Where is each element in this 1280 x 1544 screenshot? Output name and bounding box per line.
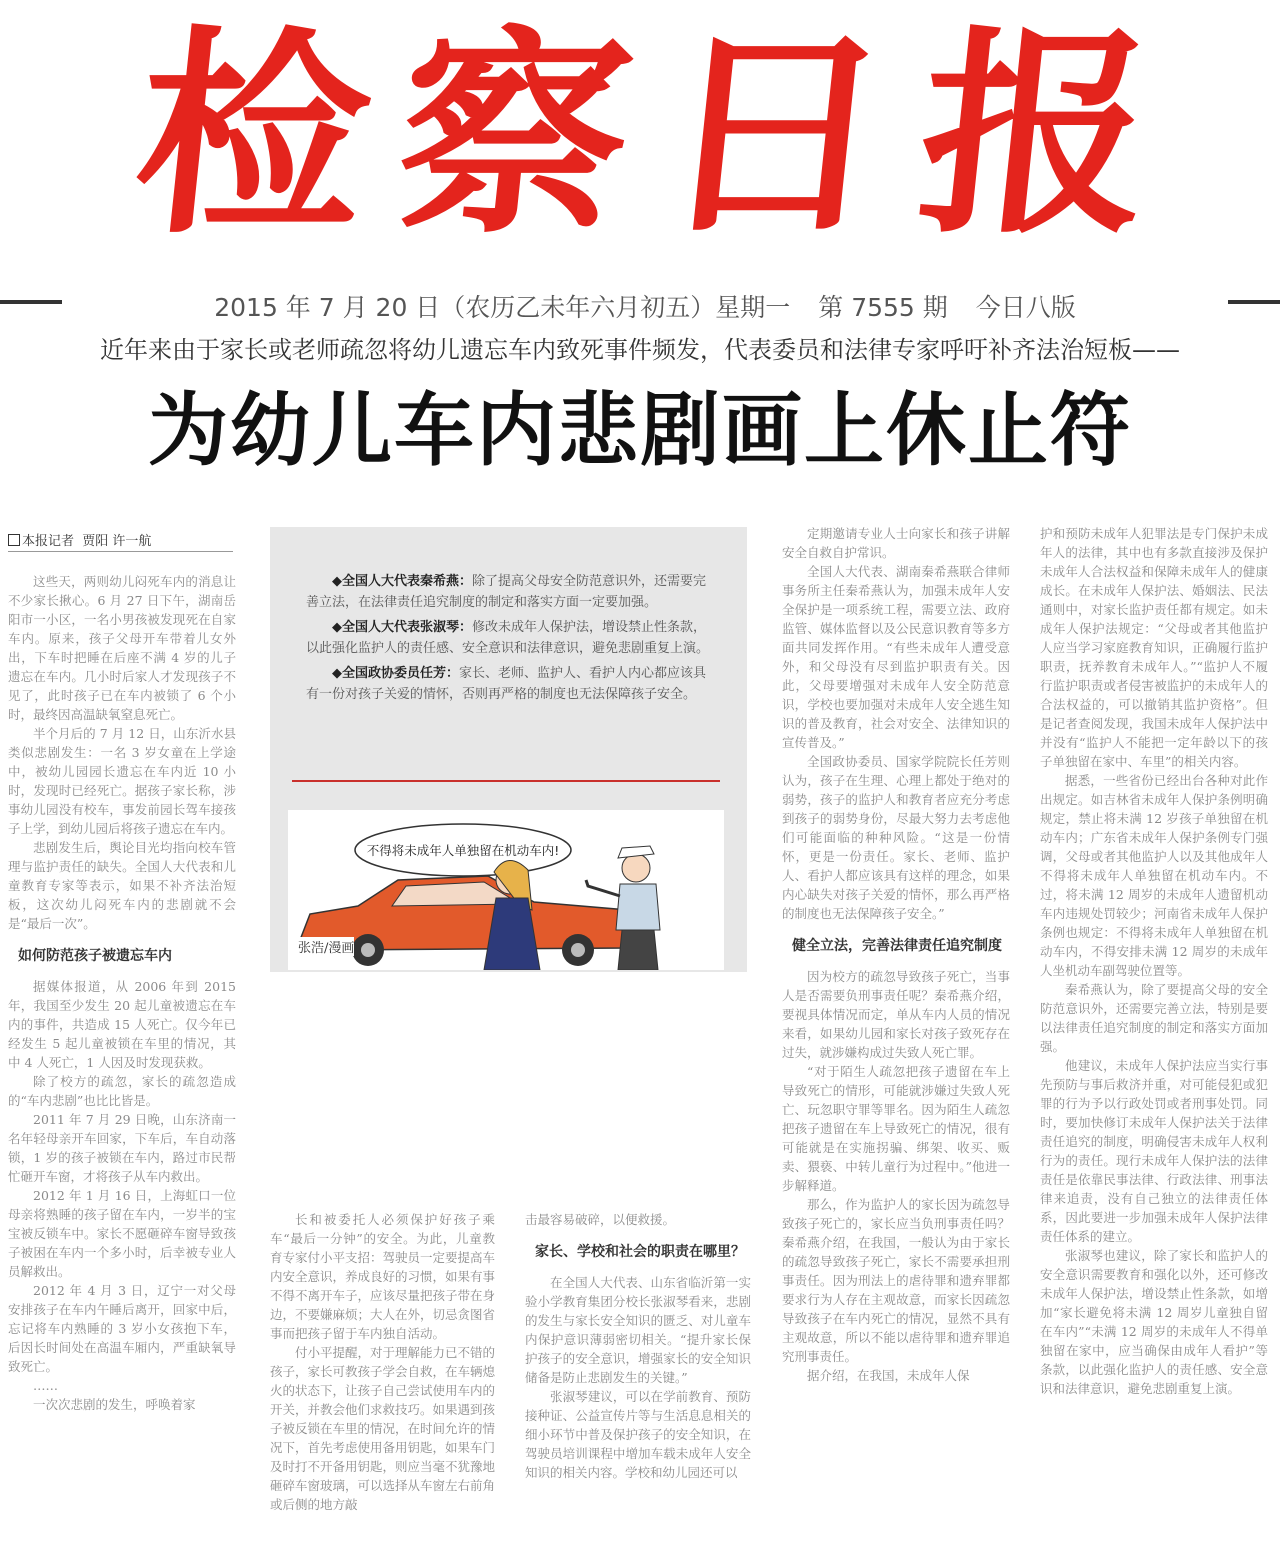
column-5 — [1040, 524, 1268, 1536]
paragraph: 付小平提醒，对于理解能力已不错的孩子，家长可教孩子学会自救，在车辆熄火的状态下，让孩子自己尝试使用车内的开关，并教会他们求救技巧。如果遇到孩子被反锁在车里的情况，在时间允许的情况下，首先考虑使用备用钥匙，如果车门及时打不开备用钥匙，则应当毫不犹豫地砸碎车窗玻璃，可以选择从车窗左右前角或后侧的地方敲 — [270, 1345, 495, 1512]
quote-text: 修改未成年人保护法，增设禁止性条款，以此强化监护人的责任感、安全意识和法律意识，避免悲剧重复上演。 — [306, 620, 710, 656]
car-hubcap — [361, 943, 375, 957]
column-1 — [8, 572, 236, 1512]
paragraph: 一次次悲剧的发生，呼唤着家 — [33, 1397, 196, 1412]
paragraph: 他建议，未成年人保护法应当实行事先预防与事后救济并重，对可能侵犯或犯罪的行为予以行政处罚或者刑事处罚。同时，要加快修订未成年人保护法关于法律责任追究的制度，明确侵害未成年人权利行为的责任。现行未成年人保护法的法律责任是依靠民事法律、行政法律、刑事法律来追责，没有自己独立的法律责任体系，因此要进一步加强未成年人保护法律责任体系的建立。 — [1040, 1058, 1268, 1244]
paragraph: 那么，作为监护人的家长因为疏忽导致孩子死亡的，家长应当负刑事责任吗？秦希燕介绍，在我国，一般认为由于家长的疏忽导致孩子死亡，家长不需要承担刑事责任。因为刑法上的虐待罪和遗弃罪都要求行为人存在主观故意，而家长因疏忽导致孩子在车内死亡的情况，显然不具有主观故意，所以不能以虐待罪和遗弃罪追究刑事责任。 — [782, 1197, 1010, 1364]
car-hubcap — [571, 943, 585, 957]
paragraph: 全国人大代表、湖南秦希燕联合律师事务所主任秦希燕认为，加强未成年人安全保护是一项系统工程，需要立法、政府监管、媒体监督以及公民意识教育等多方面共同发挥作用。“有些未成年人遭受意外，和父母没有尽到监护职责有关。因此，父母要增强对未成年人安全防范意识，学校也要加强对未成年人安全逃生知识的普及教育，社会对安全、法律知识的宣传普及。” — [782, 564, 1010, 750]
column-4 — [782, 524, 1010, 1536]
officer-head — [622, 854, 650, 882]
paragraph: 击最容易破碎，以便救援。 — [525, 1212, 676, 1227]
paragraph: 据介绍，在我国，未成年人保 — [807, 1368, 970, 1383]
paragraph: “对于陌生人疏忽把孩子遗留在车上导致死亡的情形，可能就涉嫌过失致人死亡、玩忽职守罪等罪名。因为陌生人疏忽把孩子遗留在车上导致死亡的情况，很有可能就是在实施拐骗、绑架、收买、贩卖、猥亵、中转儿童行为过程中。”他进一步解释道。 — [782, 1064, 1010, 1193]
officer-uniform — [616, 884, 660, 930]
panel-divider — [292, 780, 720, 782]
paragraph: 除了校方的疏忽，家长的疏忽造成的“车内悲剧”也比比皆是。 — [8, 1074, 236, 1108]
officer-trousers — [618, 930, 658, 970]
masthead-character: 检 — [124, 6, 382, 264]
paragraph: 据媒体报道，从 2006 年到 2015 年，我国至少发生 20 起儿童被遗忘在车内的事件，共造成 15 人死亡。仅今年已经发生 5 起儿童被锁在车里的情况，其中 4 人死亡，1 人因及时发现获救。 — [8, 979, 236, 1070]
masthead-character: 察 — [385, 6, 643, 264]
subheading: 如何防范孩子被遗忘车内 — [18, 948, 172, 964]
paragraph: 张淑琴建议，可以在学前教育、预防接种证、公益宣传片等与生活息息相关的细小环节中普及保护孩子的安全知识，在驾驶员培训课程中增加车载未成年人安全知识的相关内容。学校和幼儿园还可以 — [525, 1389, 751, 1480]
quote-item — [306, 617, 718, 659]
dateline-rule-left — [0, 300, 62, 304]
quote-panel — [270, 527, 747, 972]
byline-box-icon — [8, 534, 20, 546]
paragraph: 2011 年 7 月 29 日晚，山东济南一名年轻母亲开车回家，下车后，车自动落锁，1 岁的孩子被锁在车内，路过市民帮忙砸开车窗，才将孩子从车内救出。 — [8, 1112, 236, 1184]
paragraph: 据悉，一些省份已经出台各种对此作出规定。如吉林省未成年人保护条例明确规定，禁止将未满 12 岁孩子单独留在机动车内；广东省未成年人保护条例专门强调，父母或者其他监护人以及其他成年人不得将未成年人单独留在机动车内。不过，将未满 12 周岁的未成年人遗留机动车内违规处罚较少；河南省未成年人保护条例也规定：不得将未成年人单独留在机动车内，不得安排未满 12 周岁的未成年人坐机动车副驾驶位置等。 — [1040, 773, 1268, 978]
quote-text: 除了提高父母安全防范意识外，还需要完善立法，在法律责任追究制度的制定和落实方面一定要加强。 — [306, 574, 707, 610]
paragraph: 张淑琴也建议，除了家长和监护人的安全意识需要教育和强化以外，还可修改未成年人保护法，增设禁止性条款，如增加“家长避免将未满 12 周岁儿童独自留在车内”“未满 12 周岁的未成年人不得单独留在家中，应当确保由成年人看护”等条款，以此强化监护人的责任感、安全意识和法律意识，避免悲剧重复上演。 — [1040, 1248, 1268, 1396]
subheading: 健全立法，完善法律责任追究制度 — [792, 938, 1002, 954]
dateline — [70, 288, 1220, 320]
quote-speaker: ◆全国人大代表张淑琴： — [332, 620, 472, 635]
officer-raised-hand — [586, 880, 620, 896]
subheading: 家长、学校和社会的职责在哪里？ — [535, 1244, 745, 1260]
paragraph: 2012 年 1 月 16 日，上海虹口一位母亲将熟睡的孩子留在车内，一岁半的宝宝被反锁车中。家长不愿砸碎车窗导致孩子被困在车内一个多小时，后幸被专业人员解救出。 — [8, 1188, 236, 1279]
paragraph: 悲剧发生后，舆论目光均指向校车管理与监护责任的缺失。全国人大代表和儿童教育专家等表示，如果不补齐法治短板，这次幼儿闷死车内的悲剧就不会是“最后一次”。 — [8, 840, 236, 931]
paragraph: 护和预防未成年人犯罪法是专门保护未成年人的法律，其中也有多款直接涉及保护未成年人合法权益和保障未成年人的健康成长。在未成年人保护法、婚姻法、民法通则中，对家长监护责任都有规定。如未成年人保护法规定：“父母或者其他监护人应当学习家庭教育知识，正确履行监护职责，抚养教育未成年人。”“监护人不履行监护职责或者侵害被监护的未成年人的合法权益的，可以撤销其监护资格”。但是记者查阅发现，我国未成年人保护法中并没有“监护人不能把一定年龄以下的孩子单独留在家中、车里”的相关内容。 — [1040, 526, 1268, 769]
masthead — [122, 4, 1167, 266]
paragraph: 2012 年 4 月 3 日，辽宁一对父母安排孩子在车内午睡后离开，回家中后，忘记将车内熟睡的 3 岁小女孩抱下车，后因长时间处在高温车厢内，严重缺氧导致死亡。 — [8, 1283, 236, 1374]
quote-speaker: ◆全国人大代表秦希燕： — [332, 574, 472, 589]
speech-bubble-text: 不得将未成年人单独留在机动车内! — [366, 843, 560, 858]
quote-list — [306, 571, 718, 709]
masthead-character: 日 — [646, 6, 904, 264]
issue-date: 2015 年 7 月 20 日（农历乙未年六月初五）星期一 — [214, 293, 791, 322]
paragraph: 半个月后的 7 月 12 日，山东沂水县类似悲剧发生：一名 3 岁女童在上学途中，被幼儿园园长遗忘在车内近 10 小时，发现时已经死亡。据孩子家长称，涉事幼儿园没有校车，事发前园长驾车接孩子上学，到幼儿园后将孩子遗忘在车内。 — [8, 726, 236, 836]
officer-cap — [618, 846, 654, 858]
newspaper-title — [122, 4, 1167, 266]
masthead-character: 报 — [907, 6, 1165, 264]
quote-speaker: ◆全国政协委员任芳： — [332, 666, 459, 681]
quote-text: 家长、老师、监护人、看护人内心都应该具有一份对孩子关爱的情怀，否则再严格的制度也无法保障孩子安全。 — [306, 666, 707, 702]
paragraph: 秦希燕认为，除了要提高父母的安全防范意识外，还需要完善立法，特别是要以法律责任追究制度的制定和落实方面加强。 — [1040, 982, 1268, 1054]
column-2 — [270, 1210, 495, 1535]
column-3 — [525, 1210, 751, 1535]
quote-item — [306, 663, 718, 705]
dateline-rule-right — [1228, 300, 1280, 304]
byline — [8, 530, 233, 552]
cartoon-credit: 张浩/漫画 — [298, 937, 354, 956]
paragraph: 在全国人大代表、山东省临沂第一实验小学教育集团分校长张淑琴看来，悲剧的发生与家长安全知识的匮乏、对儿童车内保护意识薄弱密切相关。“提升家长保护孩子的安全意识，增强家长的安全知识储备是防止悲剧发生的关键。” — [525, 1275, 751, 1385]
issue-number: 第 7555 期 — [818, 293, 948, 322]
byline-label: 本报记者 — [22, 534, 75, 549]
paragraph: …… — [33, 1378, 58, 1393]
paragraph: 全国政协委员、国家学院院长任芳则认为，孩子在生理、心理上都处于绝对的弱势，孩子的监护人和教育者应充分考虑到孩子的弱势身份，尽最大努力去考虑他们可能面临的种种风险。“这是一份情怀，更是一份责任。家长、老师、监护人、看护人都应该具有这样的理念，如果内心缺失对孩子关爱的情怀，那么再严格的制度也无法保障孩子安全。” — [782, 754, 1010, 921]
article-kicker: 近年来由于家长或老师疏忽将幼儿遗忘车内致死事件频发，代表委员和法律专家呼吁补齐法治短板—— — [100, 336, 1180, 364]
page-count: 今日八版 — [975, 293, 1076, 322]
quote-item — [306, 571, 718, 613]
paragraph: 因为校方的疏忽导致孩子死亡，当事人是否需要负刑事责任呢？秦希燕介绍，要视具体情况而定，单从车内人员的情况来看，如果幼儿园和家长对孩子致死存在过失，就涉嫌构成过失致人死亡罪。 — [782, 969, 1010, 1060]
article-headline: 为幼儿车内悲剧画上休止符 — [148, 383, 1132, 477]
paragraph: 定期邀请专业人士向家长和孩子讲解安全自救自护常识。 — [782, 526, 1010, 560]
paragraph: 这些天，两则幼儿闷死车内的消息让不少家长揪心。6 月 27 日下午，湖南岳阳市一小区，一名小男孩被发现死在自家车内。原来，孩子父母开车带着儿女外出，下车时把睡在后座不满 4 岁的儿子遗忘在车内。几小时后家人才发现孩子不见了，此时孩子已在车内被锁了 6 个小时，最终因高温缺氧窒息死亡。 — [8, 574, 236, 722]
byline-names: 贾阳 许一航 — [82, 534, 152, 549]
paragraph: 长和被委托人必须保护好孩子乘车“最后一分钟”的安全。为此，儿童教育专家付小平支招：驾驶员一定要提高车内安全意识，养成良好的习惯，如果有事不得不离开车子，应该尽量把孩子带在身边，不要嫌麻烦；大人在外，切忌贪图省事而把孩子留于车内独自活动。 — [270, 1212, 495, 1341]
